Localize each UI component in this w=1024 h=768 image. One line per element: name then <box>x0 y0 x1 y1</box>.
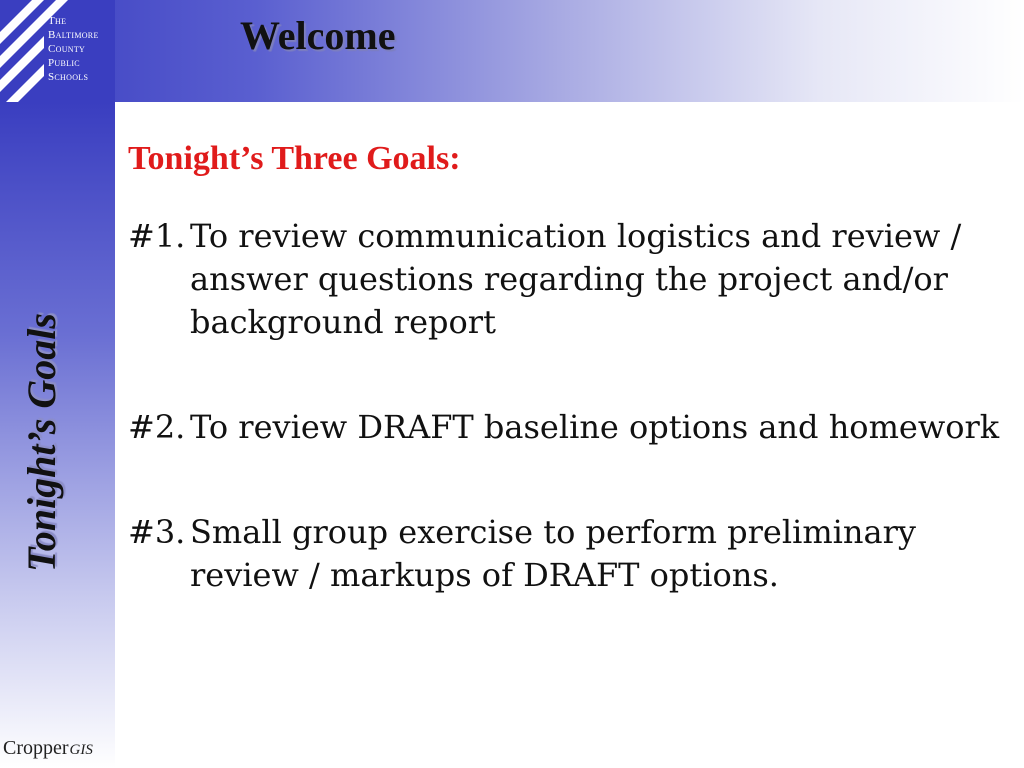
goal-item <box>128 511 1008 597</box>
goal-text: Small group exercise to perform preliminary review / markups of DRAFT options. <box>190 513 916 594</box>
section-subheading: Tonight’s Three Goals: <box>128 140 461 177</box>
logo-line: Schools <box>48 71 89 83</box>
logo-wordmark <box>48 14 99 84</box>
goal-text: To review DRAFT baseline options and homework <box>190 408 1000 446</box>
logo-line: Public <box>48 57 80 69</box>
goal-item <box>128 406 1008 449</box>
goal-number: #1. <box>128 217 186 255</box>
goal-text: To review communication logistics and review / answer questions regarding the project and/or background report <box>190 217 962 341</box>
goal-number: #2. <box>128 408 186 446</box>
cropper-gis-logo <box>3 737 93 760</box>
bcps-logo <box>0 0 115 102</box>
slide-title: Welcome <box>240 13 396 58</box>
footer-brand: Cropper <box>3 737 69 759</box>
logo-line: Baltimore <box>48 29 99 41</box>
goal-item <box>128 215 1008 344</box>
sidebar-vertical-title: Tonight’s Goals <box>19 313 64 572</box>
goal-number: #3. <box>128 513 186 551</box>
footer-brand-suffix: GIS <box>69 742 93 758</box>
logo-line: County <box>48 43 86 55</box>
goals-list <box>128 215 1008 659</box>
logo-line: The <box>48 15 67 27</box>
header-band <box>0 0 1024 102</box>
